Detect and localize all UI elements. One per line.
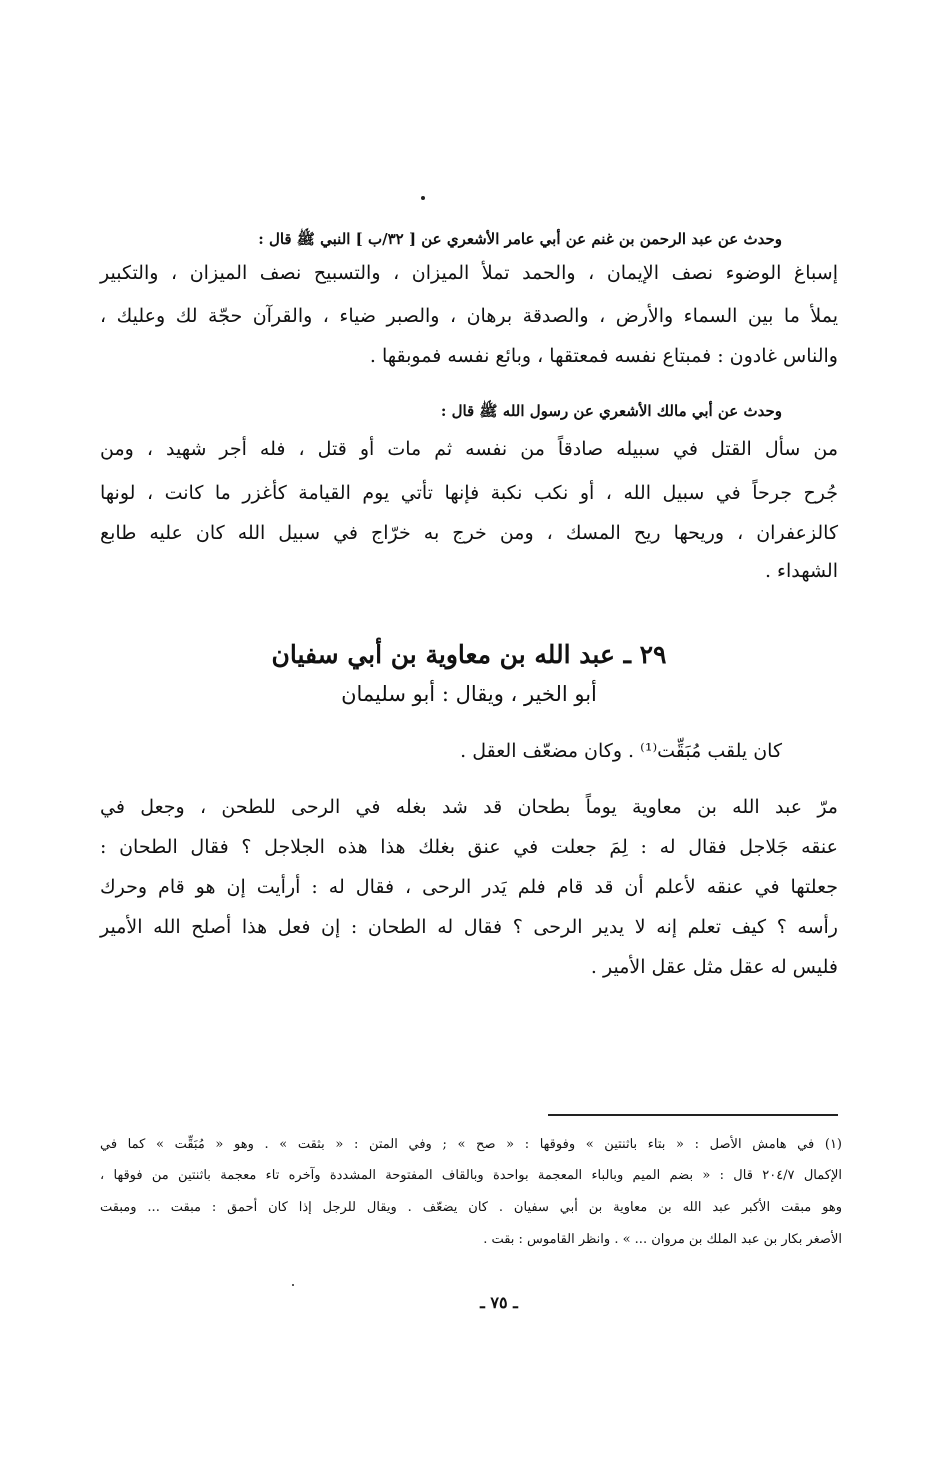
hadith-line: الشهداء . — [764, 560, 838, 582]
footnote-separator — [548, 1114, 838, 1116]
intro-line: كان يلقب مُبَقِّت⁽¹⁾ . وكان مضعّف العقل . — [460, 740, 782, 762]
hadith-line: والناس غادون : فمبتاع نفسه فمعتقها ، وبائع نفسه فموبقها . — [369, 345, 838, 367]
footnote-line: الإكمال ٢٠٤/٧ قال : « بضم الميم وبالباء المعجمة بواحدة وبالقاف المفتوحة المشددة وآخره تاء معجمة باثنتين من فوقها ، — [100, 1168, 842, 1183]
hadith-line: كالزعفران ، وريحها ريح المسك ، ومن خرج به خرّاج في سبيل الله كان عليه طابع — [100, 522, 838, 544]
biography-heading: ٢٩ ـ عبد الله بن معاوية بن أبي سفيان — [271, 640, 667, 669]
top-speck — [421, 196, 425, 200]
page-number: ـ ٧٥ ـ — [480, 1293, 518, 1312]
hadith-line: يملأ ما بين السماء والأرض ، والصدقة برهان ، والصبر ضياء ، والقرآن حجّة لك وعليك ، — [100, 305, 838, 327]
footnote-line: وهو مبقت الأكبر عبد الله بن معاوية بن أبي سفيان . كان يضعّف . ويقال للرجل إذا كان أحمق : مبقت ... ومبقت — [100, 1200, 842, 1215]
hadith-line: من سأل القتل في سبيله صادقاً من نفسه ثم مات أو قتل ، فله أجر شهيد ، ومن — [100, 438, 838, 460]
narration-line: وحدث عن أبي مالك الأشعري عن رسول الله ﷺ قال : — [440, 402, 782, 420]
narration-line: وحدث عن عبد الرحمن بن غنم عن أبي عامر الأشعري عن [ ٣٢/ب ] النبي ﷺ قال : — [258, 230, 782, 248]
biography-subtitle: أبو الخير ، ويقال : أبو سليمان — [341, 682, 597, 706]
story-line: مرّ عبد الله بن معاوية يوماً بطحان قد شد بغله في الرحى للطحن ، وجعل في — [100, 796, 838, 818]
footnote-line: (١) في هامش الأصل : « بتاء باثنتين » وفوقها : « صح » ; وفي المتن : « بثقت » . وهو « مُبَقِّت » كما في — [100, 1137, 842, 1152]
story-line: رأسه ؟ كيف تعلم إنه لا يدير الرحى ؟ فقال له الطحان : إن فعل هذا أصلح الله الأمير — [100, 916, 838, 938]
hadith-line: جُرح جرحاً في سبيل الله ، أو نكب نكبة فإنها تأتي يوم القيامة كأغزر ما كانت ، لونها — [100, 482, 838, 504]
speck — [292, 1284, 294, 1286]
story-line: عنقه جَلاجل فقال له : لِمَ جعلت في عنق بغلك هذا هذه الجلاجل ؟ فقال الطحان : — [100, 836, 838, 858]
story-line: جعلتها في عنقه لأعلم أن قد قام فلم يَدر الرحى ، فقال له : أرأيت إن هو قام وحرك — [100, 876, 838, 898]
story-line: فليس له عقل مثل عقل الأمير . — [590, 956, 838, 978]
hadith-line: إسباغ الوضوء نصف الإيمان ، والحمد تملأ الميزان ، والتسبيح نصف الميزان ، والتكبير — [100, 262, 838, 284]
footnote-line: الأصغر بكار بن عبد الملك بن مروان ... » . وانظر القاموس : بقت . — [483, 1232, 842, 1247]
